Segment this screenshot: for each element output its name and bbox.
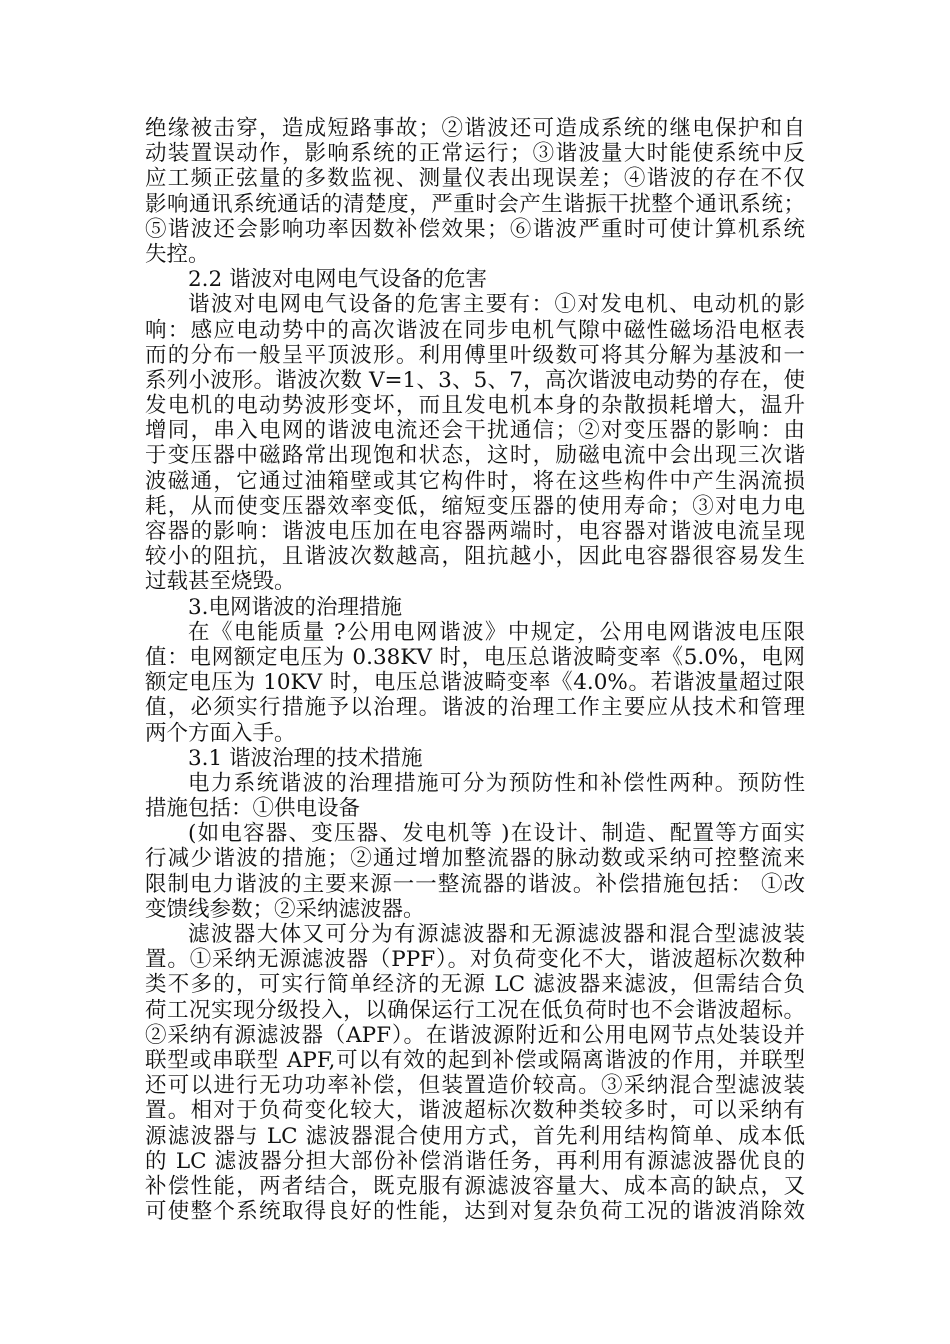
text-line: ⑤谐波还会影响功率因数补偿效果；⑥谐波严重时可使计算机系统 (145, 216, 805, 242)
text-line: 变馈线参数；②采纳滤波器。 (145, 896, 425, 922)
text-line: 较小的阻抗，且谐波次数越高，阻抗越小，因此电容器很容易发生 (145, 544, 805, 570)
text-line: 应工频正弦量的多数监视、测量仪表出现误差；④谐波的存在不仅 (145, 166, 805, 192)
text-line: 于变压器中磁路常出现饱和状态，这时，励磁电流中会出现三次谐 (145, 443, 805, 469)
text-line: 容器的影响：谐波电压加在电容器两端时，电容器对谐波电流呈现 (145, 519, 805, 544)
text-line: 响：感应电动势中的高次谐波在同步电机气隙中磁性磁场沿电枢表 (145, 317, 805, 343)
text-line: 值，必须实行措施予以治理。谐波的治理工作主要应从技术和管理 (145, 695, 805, 721)
text-line: 源滤波器与 LC 滤波器混合使用方式，首先利用结构简单、成本低 (145, 1123, 805, 1149)
text-line: 谐波对电网电气设备的危害主要有：①对发电机、电动机的影 (188, 292, 805, 318)
text-line: 类不多的，可实行简单经济的无源 LC 滤波器来滤波，但需结合负 (145, 972, 805, 998)
text-line: ②采纳有源滤波器（APF）。在谐波源附近和公用电网节点处装设并 (145, 1022, 805, 1048)
text-line: 置。相对于负荷变化较大，谐波超标次数种类较多时，可以采纳有 (145, 1098, 805, 1124)
text-line: 还可以进行无功功率补偿，但装置造价较高。③采纳混合型滤波装 (145, 1073, 805, 1099)
text-line: 联型或串联型 APF,可以有效的起到补偿或隔离谐波的作用，并联型 (145, 1047, 805, 1073)
text-line: 发电机的电动势波形变坏，而且发电机本身的杂散损耗增大，温升 (145, 393, 805, 419)
text-line: 措施包括：①供电设备 (145, 796, 361, 822)
text-line: 额定电压为 10KV 时，电压总谐波畸变率《4.0%。若谐波量超过限 (145, 670, 805, 696)
text-line: 在《电能质量 ?公用电网谐波》中规定，公用电网谐波电压限 (188, 619, 805, 645)
text-line: 耗，从而使变压器效率变低，缩短变压器的使用寿命；③对电力电 (145, 493, 805, 519)
text-line: 补偿性能，两者结合，既克服有源滤波容量大、成本高的缺点，又 (145, 1173, 805, 1199)
text-line: 可使整个系统取得良好的性能，达到对复杂负荷工况的谐波消除效 (145, 1199, 805, 1225)
text-line: 值：电网额定电压为 0.38KV 时，电压总谐波畸变率《5.0%，电网 (145, 644, 805, 670)
text-line: 增同，串入电网的谐波电流还会干扰通信；②对变压器的影响：由 (145, 418, 805, 444)
text-line: 荷工况实现分级投入，以确保运行工况在低负荷时也不会谐波超标。 (145, 997, 805, 1023)
text-line: 的 LC 滤波器分担大部份补偿消谐任务，再利用有源滤波器优良的 (145, 1148, 805, 1174)
text-line: 置。①采纳无源滤波器（PPF）。对负荷变化不大，谐波超标次数种 (145, 947, 805, 973)
text-line: 影响通讯系统通话的清楚度，严重时会产生谐振干扰整个通讯系统； (145, 191, 805, 217)
section-heading: 2.2 谐波对电网电气设备的危害 (188, 267, 488, 293)
text-line: 而的分布一般呈平顶波形。利用傅里叶级数可将其分解为基波和一 (145, 342, 805, 368)
section-heading: 3.1 谐波治理的技术措施 (188, 745, 423, 771)
text-line: 动装置误动作，影响系统的正常运行；③谐波量大时能使系统中反 (145, 141, 805, 167)
text-line: (如电容器、变压器、发电机等 )在设计、制造、配置等方面实 (188, 821, 805, 847)
text-line: 滤波器大体又可分为有源滤波器和无源滤波器和混合型滤波装 (188, 922, 805, 947)
text-line: 失控。 (145, 241, 210, 267)
text-line: 限制电力谐波的主要来源一一整流器的谐波。补偿措施包括： ①改 (145, 871, 805, 897)
text-line: 电力系统谐波的治理措施可分为预防性和补偿性两种。预防性 (188, 770, 805, 796)
text-line: 行减少谐波的措施；②通过增加整流器的脉动数或采纳可控整流来 (145, 846, 805, 872)
section-heading: 3.电网谐波的治理措施 (188, 594, 403, 620)
text-line: 两个方面入手。 (145, 720, 296, 746)
text-line: 波磁通，它通过油箱壁或其它构件时，将在这些构件中产生涡流损 (145, 468, 805, 494)
text-line: 过载甚至烧毁。 (145, 569, 296, 595)
text-line: 绝缘被击穿，造成短路事故；②谐波还可造成系统的继电保护和自 (145, 116, 805, 141)
text-line: 系列小波形。谐波次数 V=1、3、5、7，高次谐波电动势的存在，使 (145, 367, 805, 393)
body-text (145, 116, 805, 1224)
